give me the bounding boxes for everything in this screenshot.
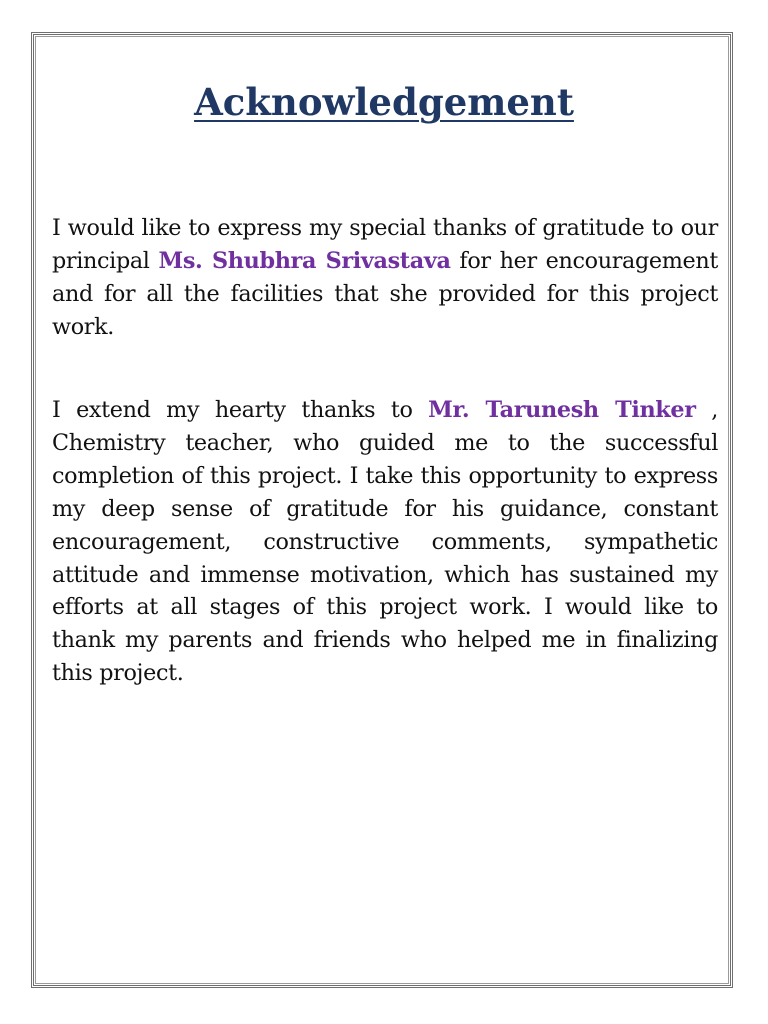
paragraph-text: I extend my hearty thanks to: [52, 397, 429, 423]
page-title: Acknowledgement: [194, 80, 574, 124]
teacher-name: Mr. Tarunesh Tinker: [428, 397, 696, 423]
paragraph-principal-thanks: [52, 212, 718, 344]
paragraph-text: for her encouragement and for all the facilities that she provided for this project work.: [52, 247, 718, 340]
paragraph-text: , Chemistry teacher, who guided me to the successful completion of this project. I take this opportunity to express my deep sense of gratitude for his guidance, constant encouragement, constructive comments, sympathetic attitude and immense motivation, which has sustained my efforts at all stages of this project work. I would like to thank my parents and friends who helped me in finalizing this project.: [52, 397, 718, 687]
paragraph-teacher-thanks: [52, 394, 718, 690]
principal-name: Ms. Shubhra Srivastava: [158, 247, 451, 274]
paragraph-text: I would like to express my special thanks of gratitude to our principal: [52, 215, 718, 274]
